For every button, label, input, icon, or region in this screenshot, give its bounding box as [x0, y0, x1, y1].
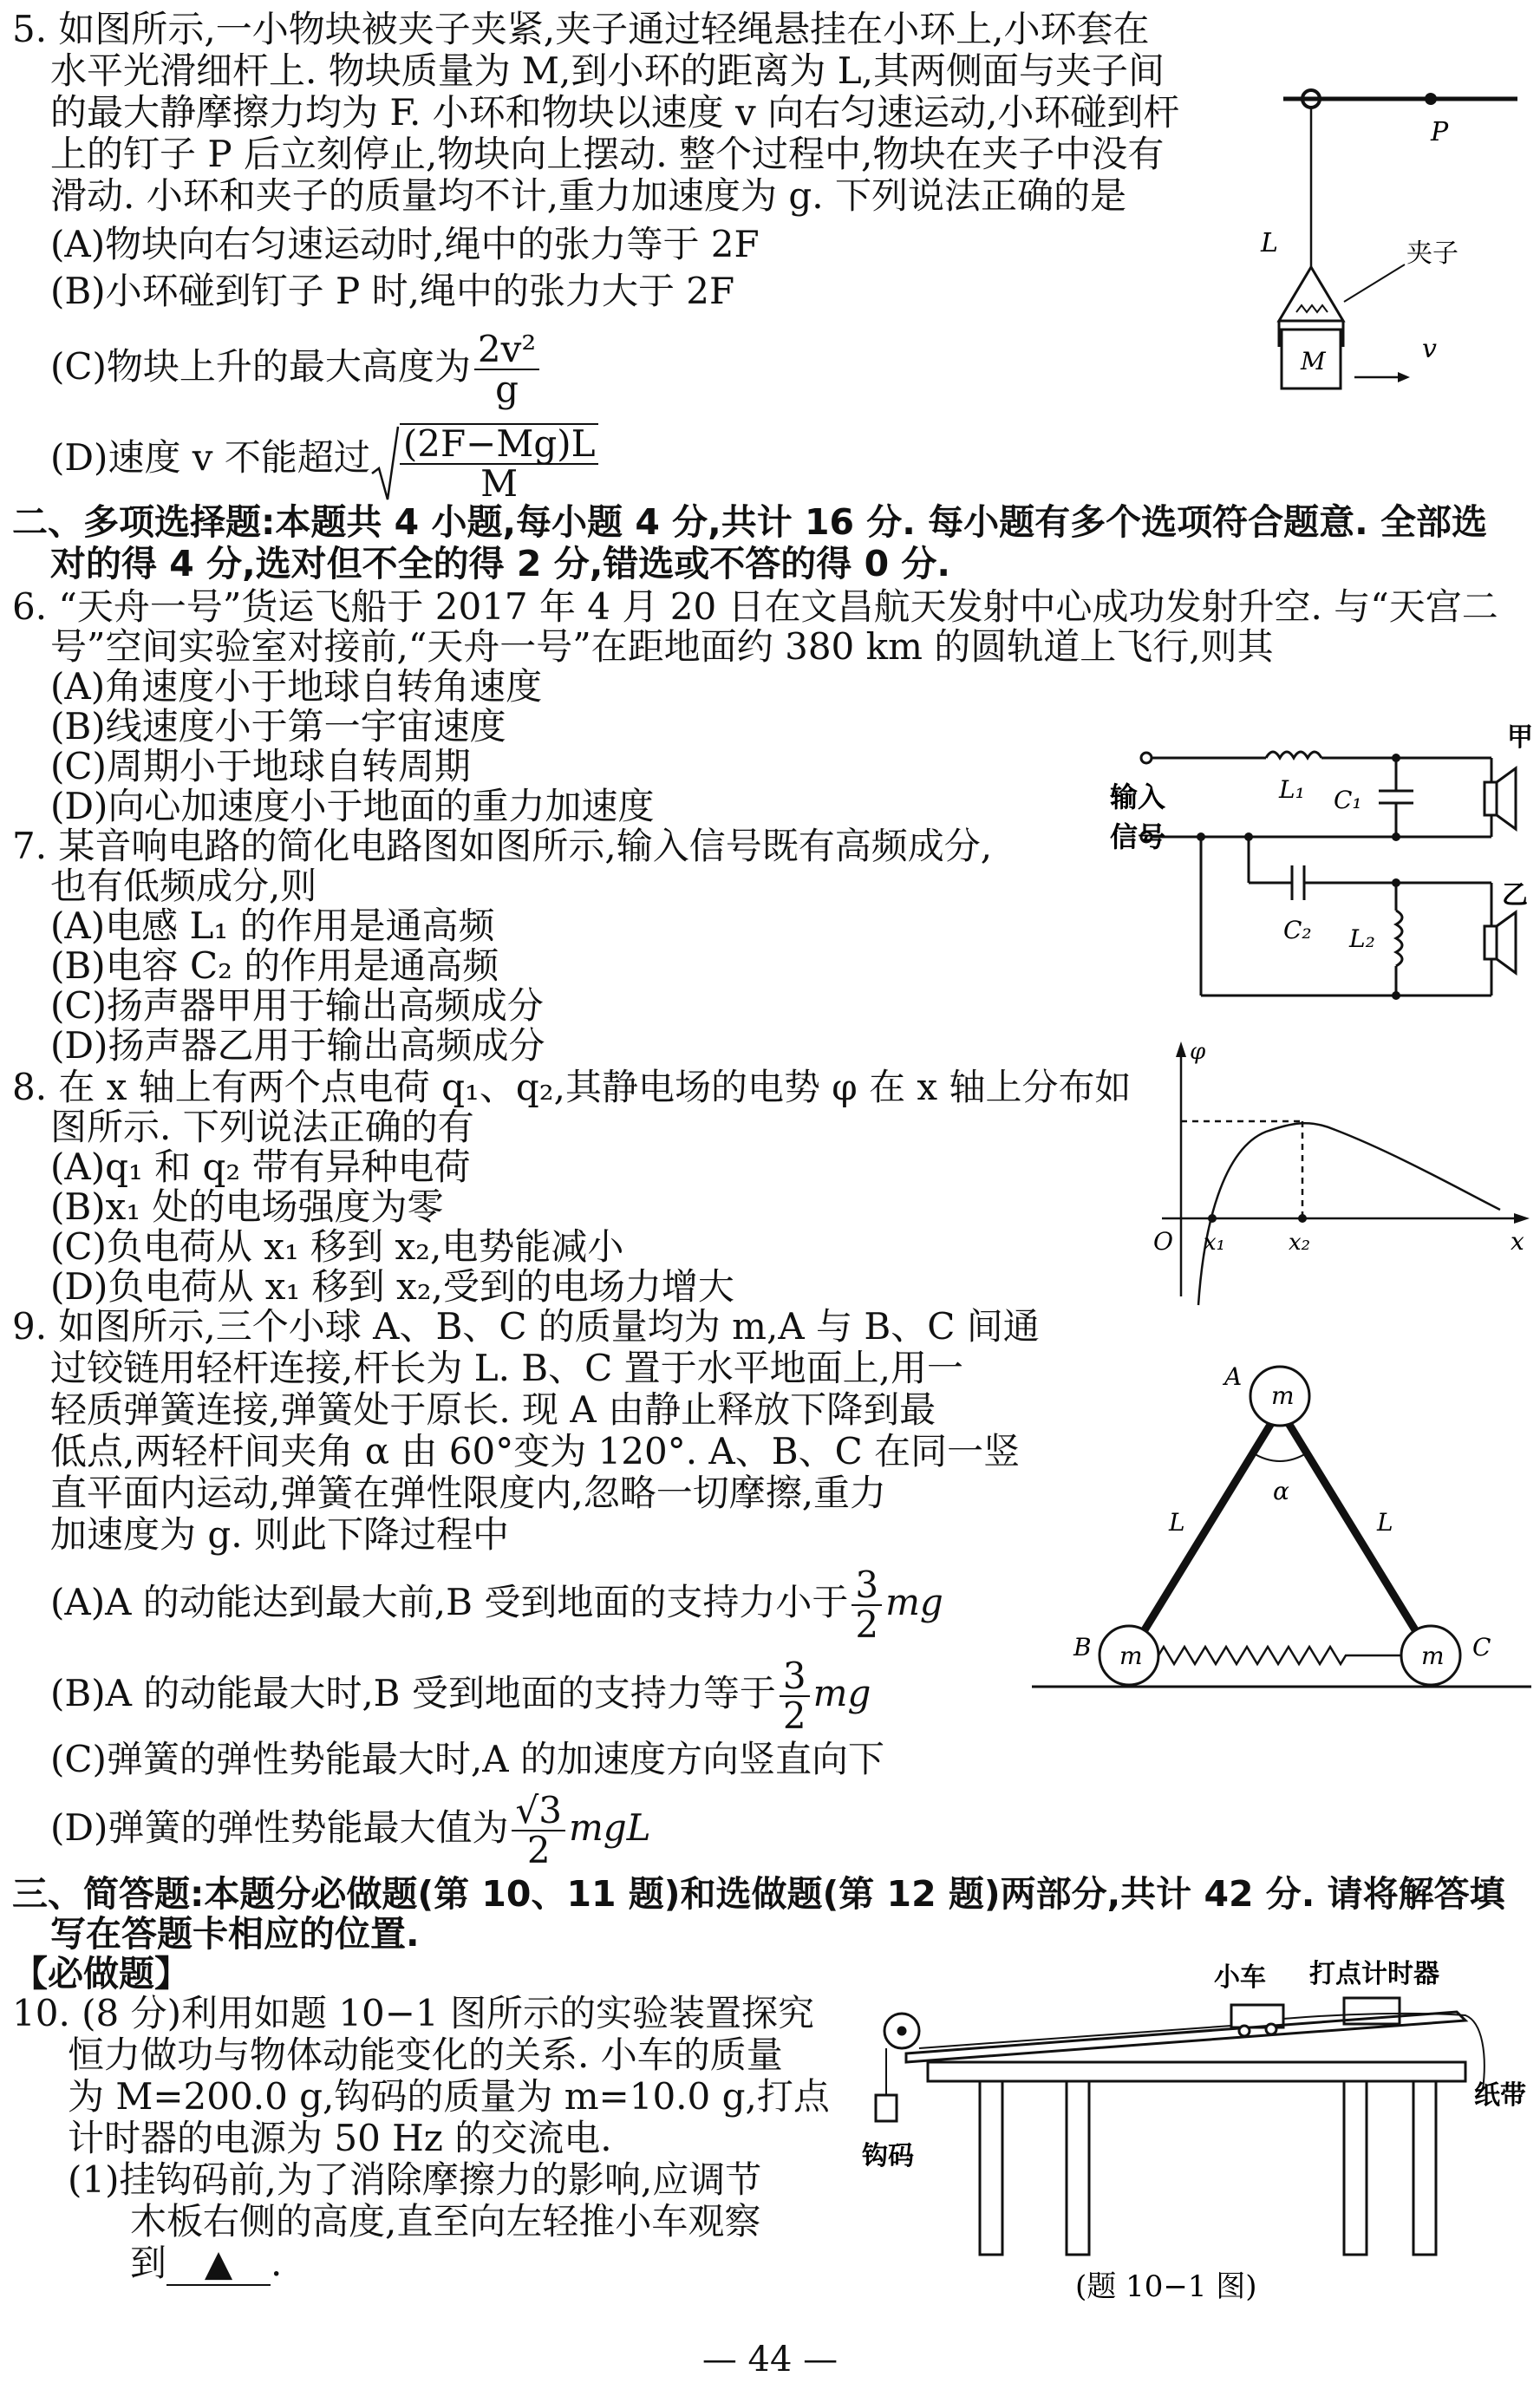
inductor-l2 — [1396, 911, 1402, 966]
q5-figure — [1257, 69, 1535, 416]
section-3-heading-1: 三、简答题:本题分必做题(第 10、11 题)和选做题(第 12 题)两部分,共计 42 分. 请将解答填 — [12, 1873, 1505, 1915]
q9-option-b — [50, 1652, 871, 1735]
q5-option-d-text: (D)速度 v 不能超过 — [50, 436, 370, 479]
q9-option-c: (C)弹簧的弹性势能最大时,A 的加速度方向竖直向下 — [50, 1738, 884, 1780]
q9-option-a — [50, 1561, 943, 1644]
figure-caption: (题 10−1 图) — [1075, 2269, 1257, 2304]
q5-option-c-text: (C)物块上升的最大高度为 — [50, 345, 471, 388]
inductor-l1 — [1266, 752, 1321, 758]
q9-line-1: 9. 如图所示,三个小球 A、B、C 的质量均为 m,A 与 B、C 间通 — [12, 1305, 1040, 1348]
phi-arrow-icon — [1176, 1041, 1186, 1057]
label-weight: 钩码 — [862, 2141, 914, 2171]
q8-option-a: (A)q₁ 和 q₂ 带有异种电荷 — [50, 1146, 471, 1188]
label-input: 输入 — [1110, 780, 1166, 813]
ball-c-mass: m — [1421, 1642, 1445, 1670]
q5-option-d — [50, 416, 598, 503]
q9-line-2: 过铰链用轻杆连接,杆长为 L. B、C 置于水平地面上,用一 — [50, 1347, 963, 1389]
answer-triangle-icon: ▲ — [204, 2242, 233, 2284]
angle-arc — [1252, 1453, 1308, 1461]
q5-option-c-denominator: g — [495, 368, 519, 410]
q10-apparatus-figure — [858, 1951, 1535, 2307]
q6-option-c: (C)周期小于地球自转周期 — [50, 745, 471, 787]
rod-ac — [1280, 1409, 1431, 1655]
q8-option-b: (B)x₁ 处的电场强度为零 — [50, 1185, 444, 1228]
required-label: 【必做题】 — [12, 1953, 190, 1994]
q9-line-5: 直平面内运动,弹簧在弹性限度内,忽略一切摩擦,重力 — [50, 1472, 887, 1514]
arrow-head-icon — [1398, 372, 1410, 382]
cart-string — [919, 2026, 1231, 2048]
q9-option-a-mg: mg — [885, 1581, 943, 1623]
label-alpha: α — [1273, 1477, 1289, 1505]
q5-option-d-fraction — [400, 423, 599, 503]
q5-option-d-denominator: M — [480, 461, 519, 505]
q9-option-b-text: (B)A 的动能最大时,B 受到地面的支持力等于 — [50, 1672, 776, 1714]
q5-option-d-numerator: (2F−Mg)L — [400, 425, 599, 465]
q8-option-c: (C)负电荷从 x₁ 移到 x₂,电势能减小 — [50, 1225, 624, 1268]
q5-line-4: 上的钉子 P 后立刻停止,物块向上摆动. 整个过程中,物块在夹子中没有 — [50, 133, 1165, 175]
q7-line-1: 7. 某音响电路的简化电路图如图所示,输入信号既有高频成分, — [12, 825, 993, 867]
label-clip: 夹子 — [1406, 238, 1458, 269]
table-leg-inner-right — [1344, 2081, 1367, 2255]
label-c1: C₁ — [1334, 786, 1362, 814]
q10-line-4: 计时器的电源为 50 Hz 的交流电. — [68, 2117, 612, 2159]
label-l-right: L — [1377, 1508, 1393, 1537]
section-2-heading-1: 二、多项选择题:本题共 4 小题,每小题 4 分,共计 16 分. 每小题有多个选项符合题意. 全部选 — [12, 501, 1487, 543]
q5-option-d-sqrt — [370, 419, 599, 503]
label-l-left: L — [1169, 1508, 1185, 1537]
table-leg-inner-left — [1067, 2081, 1089, 2255]
section-2-heading-2: 对的得 4 分,选对但不全的得 2 分,错选或不答的得 0 分. — [50, 543, 950, 584]
q5-line-3: 的最大静摩擦力均为 F. 小环和物块以速度 v 向右匀速运动,小环碰到杆 — [50, 91, 1180, 134]
q10-line-1: 10. (8 分)利用如题 10−1 图所示的实验装置探究 — [12, 1992, 815, 2034]
q7-option-a: (A)电感 L₁ 的作用是通高频 — [50, 904, 495, 947]
peg-p — [1425, 93, 1437, 105]
q10-line-7 — [130, 2243, 282, 2286]
label-v: v — [1422, 334, 1437, 364]
q6-line-2: 号”空间实验室对接前,“天舟一号”在距地面约 380 km 的圆轨道上飞行,则其 — [50, 625, 1274, 668]
label-b: B — [1073, 1633, 1092, 1662]
q8-line-1: 8. 在 x 轴上有两个点电荷 q₁、q₂,其静电场的电势 φ 在 x 轴上分布如 — [12, 1066, 1132, 1108]
label-l2: L₂ — [1349, 924, 1375, 953]
q9-option-d-fraction — [512, 1789, 564, 1871]
label-c: C — [1472, 1633, 1491, 1662]
q5-line-5: 滑动. 小环和夹子的质量均不计,重力加速度为 g. 下列说法正确的是 — [50, 174, 1126, 217]
q9-option-a-denominator: 2 — [855, 1603, 879, 1646]
q9-option-d-text: (D)弹簧的弹性势能最大值为 — [50, 1806, 509, 1849]
q5-line-1: 5. 如图所示,一小物块被夹子夹紧,夹子通过轻绳悬挂在小环上,小环套在 — [12, 8, 1150, 50]
ball-b-mass: m — [1119, 1642, 1143, 1670]
q9-option-d-mgl: mgL — [568, 1806, 651, 1849]
q9-line-4: 低点,两轻杆间夹角 α 由 60°变为 120°. A、B、C 在同一竖 — [50, 1430, 1021, 1472]
cart — [1231, 2005, 1283, 2027]
q9-option-a-numerator: 3 — [852, 1566, 882, 1606]
q7-line-2: 也有低频成分,则 — [50, 865, 317, 907]
inclined-board — [906, 2012, 1465, 2062]
table-leg-right — [1413, 2081, 1436, 2255]
q9-option-b-denominator: 2 — [782, 1694, 806, 1737]
answer-blank[interactable] — [166, 2243, 271, 2286]
label-m: M — [1301, 347, 1326, 375]
rod-ab — [1129, 1409, 1280, 1655]
q6-option-b: (B)线速度小于第一宇宙速度 — [50, 705, 506, 748]
q9-line-6: 加速度为 g. 则此下降过程中 — [50, 1513, 509, 1556]
sqrt-sign-icon — [370, 423, 400, 503]
q10-tail-end: . — [271, 2242, 283, 2284]
label-a: A — [1224, 1362, 1243, 1391]
clip-spring — [1296, 305, 1328, 312]
ball-a-mass: m — [1271, 1381, 1295, 1410]
x-arrow-icon — [1514, 1213, 1530, 1224]
q9-option-b-mg: mg — [812, 1672, 871, 1714]
q7-circuit-figure — [1110, 711, 1535, 1006]
q10-line-6: 木板右侧的高度,直至向左轻推小车观察 — [130, 2200, 761, 2243]
label-cart: 小车 — [1214, 1962, 1266, 1993]
q6-option-a: (A)角速度小于地球自转角速度 — [50, 665, 543, 708]
label-c2: C₂ — [1283, 916, 1312, 944]
clip-leader — [1344, 264, 1405, 302]
q10-line-2: 恒力做功与物体动能变化的关系. 小车的质量 — [68, 2034, 783, 2076]
label-speaker-yi: 乙 — [1502, 880, 1528, 911]
label-signal: 信号 — [1110, 820, 1166, 853]
q10-line-3: 为 M=200.0 g,钩码的质量为 m=10.0 g,打点 — [68, 2075, 830, 2118]
q9-option-b-fraction — [780, 1657, 810, 1735]
hook-weight — [876, 2095, 897, 2121]
section-3-heading-2: 写在答题卡相应的位置. — [50, 1913, 420, 1955]
clip-frame — [1279, 267, 1343, 321]
page-number: — 44 — — [701, 2340, 839, 2380]
table-top — [928, 2062, 1465, 2081]
label-timer: 打点计时器 — [1309, 1959, 1439, 1989]
q5-option-c-fraction — [474, 330, 539, 408]
spring — [1150, 1647, 1436, 1664]
q9-option-d-denominator: 2 — [526, 1829, 551, 1871]
label-phi: φ — [1190, 1039, 1206, 1065]
q5-option-c — [50, 325, 543, 408]
q9-option-b-numerator: 3 — [780, 1657, 810, 1697]
q5-line-2: 水平光滑细杆上. 物块质量为 M,到小环的距离为 L,其两侧面与夹子间 — [50, 49, 1165, 92]
label-speaker-jia: 甲 — [1507, 722, 1533, 753]
label-x: x — [1511, 1227, 1524, 1256]
q7-option-b: (B)电容 C₂ 的作用是通高频 — [50, 944, 499, 987]
q8-line-2: 图所示. 下列说法正确的有 — [50, 1106, 474, 1148]
q8-potential-graph — [1136, 1036, 1535, 1314]
q5-option-a: (A)物块向右匀速运动时,绳中的张力等于 2F — [50, 223, 760, 265]
label-x2: x₂ — [1289, 1230, 1311, 1256]
label-l: L — [1261, 228, 1278, 258]
potential-curve — [1198, 1123, 1500, 1305]
q6-line-1: 6. “天舟一号”货运飞船于 2017 年 4 月 20 日在文昌航天发射中心成功发射升空. 与“天宫二 — [12, 585, 1498, 628]
label-origin: O — [1153, 1227, 1173, 1256]
label-x1: x₁ — [1204, 1230, 1226, 1256]
q9-option-a-fraction — [852, 1566, 882, 1644]
q9-option-d — [50, 1786, 651, 1870]
q5-option-b: (B)小环碰到钉子 P 时,绳中的张力大于 2F — [50, 270, 735, 312]
q9-option-a-text: (A)A 的动能达到最大前,B 受到地面的支持力小于 — [50, 1581, 849, 1623]
q5-option-c-numerator: 2v² — [474, 330, 539, 370]
q7-option-d: (D)扬声器乙用于输出高频成分 — [50, 1024, 545, 1067]
q10-line-5: (1)挂钩码前,为了消除摩擦力的影响,应调节 — [68, 2158, 762, 2201]
q10-tail-prefix: 到 — [130, 2242, 167, 2284]
q7-option-c: (C)扬声器甲用于输出高频成分 — [50, 984, 544, 1027]
label-tape: 纸带 — [1474, 2080, 1526, 2111]
q9-triangle-figure — [1023, 1357, 1540, 1704]
q9-line-3: 轻质弹簧连接,弹簧处于原长. 现 A 由静止释放下降到最 — [50, 1388, 936, 1431]
label-l1: L₁ — [1279, 775, 1305, 804]
q8-option-d: (D)负电荷从 x₁ 移到 x₂,受到的电场力增大 — [50, 1265, 734, 1308]
label-p: P — [1431, 117, 1449, 147]
table-leg-left — [980, 2081, 1002, 2255]
q6-option-d: (D)向心加速度小于地面的重力加速度 — [50, 785, 655, 827]
q9-option-d-numerator: √3 — [512, 1792, 564, 1831]
